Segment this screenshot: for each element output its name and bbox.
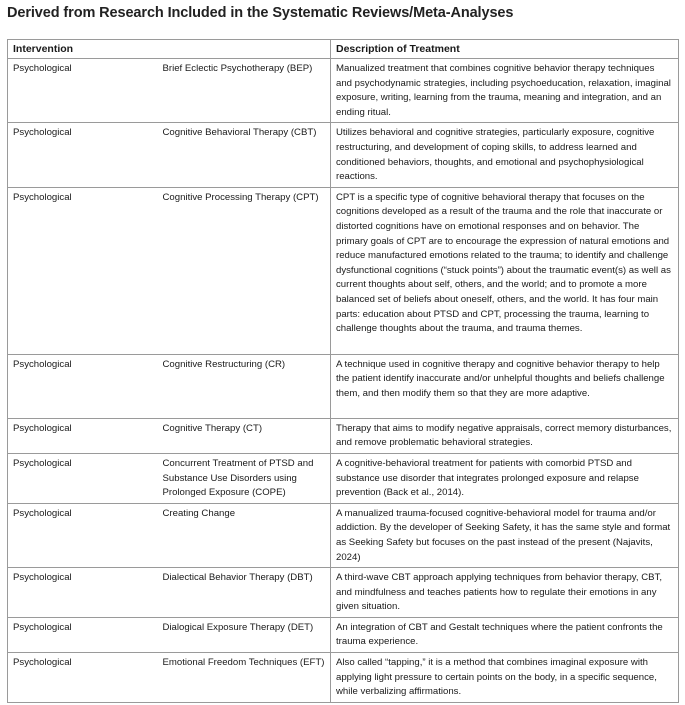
intervention-category: Psychological [8, 453, 158, 503]
intervention-name: Emotional Freedom Techniques (EFT) [158, 653, 331, 703]
treatment-description: Also called “tapping,” it is a method that combines imaginal exposure with applying light pressure to certain points on the body, in a specific sequence, while verbalizing affirmations. [331, 653, 679, 703]
treatment-description: Utilizes behavioral and cognitive strategies, particularly exposure, cognitive restructuring, and development of coping skills, to address learned and conditioned behaviors, thoughts, and emotional and psychophysiological reactions. [331, 123, 679, 187]
intervention-category: Psychological [8, 418, 158, 453]
table-header-row [8, 40, 679, 59]
header-intervention: Intervention [8, 40, 331, 59]
intervention-category: Psychological [8, 123, 158, 187]
treatment-description: CPT is a specific type of cognitive behavioral therapy that focuses on the cognitions developed as a result of the trauma and the role that inaccurate or distorted cognitions have on emotional responses and on behavior. The primary goals of CPT are to encourage the expression of natural emotions and reduce manufactured emotions related to the trauma; to identify and challenge dysfunctional cognitions (“stuck points”) about the traumatic event(s) as well as current thoughts about self, others, and the world; and to promote a more balanced set of beliefs about oneself, others, and the world. It has four main parts: education about PTSD and CPT, processing the trauma, learning to challenge thoughts about the trauma, and trauma themes. [331, 187, 679, 354]
treatment-description: A manualized trauma-focused cognitive-behavioral model for trauma and/or addiction. By the developer of Seeking Safety, it has the same style and format as Seeking Safety but focuses on the past instead of the present (Najavits, 2024) [331, 503, 679, 567]
intervention-category: Psychological [8, 653, 158, 703]
table-body [8, 59, 679, 703]
intervention-category: Psychological [8, 187, 158, 354]
table-row [8, 568, 679, 618]
treatments-table [7, 39, 679, 703]
treatment-description: An integration of CBT and Gestalt techniques where the patient confronts the trauma experience. [331, 617, 679, 652]
table-row [8, 354, 679, 418]
intervention-name: Dialectical Behavior Therapy (DBT) [158, 568, 331, 618]
table-row [8, 59, 679, 123]
treatment-description: Manualized treatment that combines cognitive behavior therapy techniques and psychodynamic strategies, including psychoeducation, relaxation, imaginal exposure, writing, learning from the trauma, meaning and integration, and an ending ritual. [331, 59, 679, 123]
treatment-description: A cognitive-behavioral treatment for patients with comorbid PTSD and substance use disorder that integrates prolonged exposure and relapse prevention (Back et al., 2014). [331, 453, 679, 503]
treatment-description: A technique used in cognitive therapy and cognitive behavior therapy to help the patient identify inaccurate and/or unhelpful thoughts and beliefs challenge them, and then modify them so that they are more adaptive. [331, 354, 679, 418]
table-row [8, 653, 679, 703]
table-row [8, 503, 679, 567]
intervention-name: Cognitive Processing Therapy (CPT) [158, 187, 331, 354]
intervention-name: Dialogical Exposure Therapy (DET) [158, 617, 331, 652]
intervention-category: Psychological [8, 617, 158, 652]
table-row [8, 453, 679, 503]
intervention-category: Psychological [8, 59, 158, 123]
intervention-name: Cognitive Therapy (CT) [158, 418, 331, 453]
intervention-category: Psychological [8, 354, 158, 418]
treatment-description: A third-wave CBT approach applying techniques from behavior therapy, CBT, and mindfulness and teaches patients how to regulate their emotions in any given situation. [331, 568, 679, 618]
treatment-description: Therapy that aims to modify negative appraisals, correct memory disturbances, and remove problematic behavioral strategies. [331, 418, 679, 453]
intervention-name: Creating Change [158, 503, 331, 567]
table-row [8, 187, 679, 354]
intervention-name: Cognitive Behavioral Therapy (CBT) [158, 123, 331, 187]
intervention-name: Concurrent Treatment of PTSD and Substance Use Disorders using Prolonged Exposure (COPE) [158, 453, 331, 503]
table-row [8, 617, 679, 652]
intervention-name: Cognitive Restructuring (CR) [158, 354, 331, 418]
table-row [8, 123, 679, 187]
intervention-name: Brief Eclectic Psychotherapy (BEP) [158, 59, 331, 123]
table-row [8, 418, 679, 453]
intervention-category: Psychological [8, 568, 158, 618]
page-title: Derived from Research Included in the Systematic Reviews/Meta-Analyses [7, 5, 514, 21]
header-description: Description of Treatment [331, 40, 679, 59]
intervention-category: Psychological [8, 503, 158, 567]
